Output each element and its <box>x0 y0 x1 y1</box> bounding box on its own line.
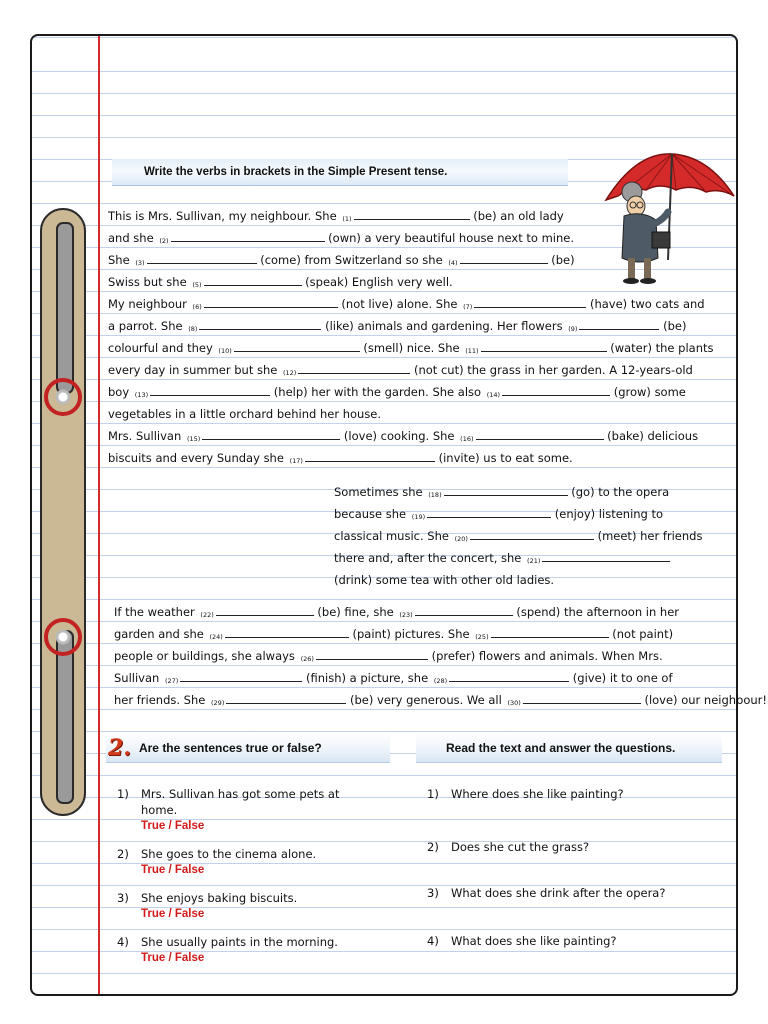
binder-ring-icon <box>44 618 82 656</box>
story-text: (drink) some tea with other old ladies. <box>334 573 555 587</box>
story-text: garden and she <box>114 627 208 641</box>
story-text: (finish) a picture, she <box>302 671 432 685</box>
blank-number: (5) <box>192 281 202 289</box>
questions-header <box>416 733 722 763</box>
blank-number: (26) <box>300 655 314 663</box>
story-text: Mrs. Sullivan <box>108 429 185 443</box>
story-text: her friends. She <box>114 693 210 707</box>
story-text: (be) <box>547 253 575 267</box>
blank-number: (25) <box>475 633 489 641</box>
blank-number: (1) <box>342 215 352 223</box>
story-line <box>108 403 708 425</box>
tf-item-number: 2) <box>117 847 129 861</box>
answer-blank[interactable] <box>225 625 349 638</box>
answer-blank[interactable] <box>427 505 551 518</box>
question-number: 4) <box>427 934 439 948</box>
story-text: (not cut) the grass in her garden. A 12-years-old <box>410 363 693 377</box>
true-false-option[interactable]: True / False <box>141 908 205 920</box>
tf-item-number: 1) <box>117 787 129 801</box>
blank-number: (6) <box>192 303 202 311</box>
question-text: Does she cut the grass? <box>451 840 590 854</box>
question-text: What does she drink after the opera? <box>451 886 666 900</box>
binder-rod-bottom <box>56 630 74 804</box>
answer-blank[interactable] <box>216 603 314 616</box>
story-text: My neighbour <box>108 297 191 311</box>
story-line <box>334 569 708 591</box>
story-line <box>108 447 708 472</box>
questions-title: Read the text and answer the questions. <box>446 740 676 755</box>
question-number: 1) <box>427 787 439 801</box>
story-text: She <box>108 253 134 267</box>
blank-number: (3) <box>135 259 145 267</box>
blank-number: (12) <box>283 369 297 377</box>
story-text: (like) animals and gardening. Her flowers <box>321 319 567 333</box>
story-text: (water) the plants <box>606 341 714 355</box>
story-text: (spend) the afternoon in her <box>512 605 680 619</box>
tf-item-number: 3) <box>117 891 129 905</box>
exercise-title <box>112 159 568 186</box>
answer-blank[interactable] <box>415 603 513 616</box>
story-text: (bake) delicious <box>603 429 699 443</box>
answer-blank[interactable] <box>305 449 435 462</box>
binder-rod-top <box>56 222 74 394</box>
true-false-header <box>106 733 390 763</box>
blank-number: (7) <box>463 303 473 311</box>
blank-number: (17) <box>289 457 303 465</box>
binder-strip <box>40 208 86 816</box>
story-text: (invite) us to eat some. <box>434 451 573 465</box>
story-text: Sometimes she <box>334 485 427 499</box>
blank-number: (15) <box>186 435 201 443</box>
blank-number: (18) <box>428 491 442 499</box>
blank-number: (13) <box>134 391 149 399</box>
true-false-option[interactable]: True / False <box>141 952 205 964</box>
tf-item-text: She goes to the cinema alone. <box>141 847 317 861</box>
answer-blank[interactable] <box>474 295 586 308</box>
blank-number: (16) <box>460 435 474 443</box>
story-text: This is Mrs. Sullivan, my neighbour. She <box>108 209 341 223</box>
answer-blank[interactable] <box>226 691 346 704</box>
answer-blank[interactable] <box>199 317 321 330</box>
question-text: Where does she like painting? <box>451 787 624 801</box>
blank-number: (8) <box>188 325 198 333</box>
story-text: (be) fine, she <box>313 605 398 619</box>
section-number: 2. <box>108 734 131 761</box>
true-false-option[interactable]: True / False <box>141 820 205 832</box>
story-text: biscuits and every Sunday she <box>108 451 288 465</box>
story-text: (smell) nice. She <box>359 341 464 355</box>
story-text: (come) from Switzerland so she <box>256 253 447 267</box>
answer-blank[interactable] <box>542 549 670 562</box>
answer-blank[interactable] <box>204 273 302 286</box>
answer-blank[interactable] <box>449 669 569 682</box>
tf-item-number: 4) <box>117 935 129 949</box>
question-number: 3) <box>427 886 439 900</box>
story-text: (not live) alone. She <box>337 297 462 311</box>
story-text: Swiss but she <box>108 275 191 289</box>
answer-blank[interactable] <box>481 339 607 352</box>
story-text: boy <box>108 385 133 399</box>
story-text: classical music. She <box>334 529 453 543</box>
story-text: If the weather <box>114 605 199 619</box>
answer-blank[interactable] <box>202 427 340 440</box>
blank-number: (28) <box>433 677 448 685</box>
story-text: there and, after the concert, she <box>334 551 526 565</box>
blank-number: (22) <box>200 611 214 619</box>
blank-number: (19) <box>411 513 426 521</box>
tf-item-text: She usually paints in the morning. <box>141 935 338 949</box>
story-text: (own) a very beautiful house next to mine. <box>324 231 575 245</box>
story-text: (enjoy) listening to <box>551 507 664 521</box>
story-text: (meet) her friends <box>593 529 703 543</box>
blank-number: (14) <box>486 391 501 399</box>
blank-number: (10) <box>218 347 232 355</box>
story-text: every day in summer but she <box>108 363 281 377</box>
blank-number: (4) <box>448 259 458 267</box>
story-text: (prefer) flowers and animals. When Mrs. <box>427 649 663 663</box>
answer-blank[interactable] <box>147 251 257 264</box>
exercise-title-text: Write the verbs in brackets in the Simple Present tense. <box>144 166 448 178</box>
story-text: (paint) pictures. She <box>348 627 474 641</box>
story-text: (have) two cats and <box>586 297 705 311</box>
blank-number: (30) <box>507 699 521 707</box>
answer-blank[interactable] <box>491 625 609 638</box>
story-text: (be) <box>659 319 687 333</box>
blank-number: (23) <box>399 611 413 619</box>
answer-blank[interactable] <box>298 361 410 374</box>
margin-line <box>98 36 100 994</box>
story-text: (give) it to one of <box>569 671 673 685</box>
binder-ring-icon <box>44 378 82 416</box>
story-text: (love) our neighbour! <box>640 693 768 707</box>
blank-number: (29) <box>211 699 225 707</box>
answer-blank[interactable] <box>150 383 270 396</box>
answer-blank[interactable] <box>470 527 594 540</box>
answer-blank[interactable] <box>234 339 360 352</box>
story-text: Sullivan <box>114 671 163 685</box>
answer-blank[interactable] <box>180 669 302 682</box>
answer-blank[interactable] <box>204 295 338 308</box>
tf-item-text: She enjoys baking biscuits. <box>141 891 298 905</box>
story-text: vegetables in a little orchard behind her house. <box>108 407 382 421</box>
story-text: (be) an old lady <box>469 209 564 223</box>
answer-blank[interactable] <box>460 251 548 264</box>
story-text: (go) to the opera <box>567 485 670 499</box>
story-text: (love) cooking. She <box>340 429 459 443</box>
story-text: (help) her with the garden. She also <box>270 385 485 399</box>
true-false-option[interactable]: True / False <box>141 864 205 876</box>
question-number: 2) <box>427 840 439 854</box>
blank-number: (27) <box>164 677 179 685</box>
story-text: a parrot. She <box>108 319 187 333</box>
answer-blank[interactable] <box>476 427 604 440</box>
story-text: and she <box>108 231 158 245</box>
answer-blank[interactable] <box>523 691 641 704</box>
story-text: (grow) some <box>610 385 686 399</box>
answer-blank[interactable] <box>579 317 659 330</box>
story-text: (not paint) <box>608 627 674 641</box>
blank-number: (21) <box>527 557 541 565</box>
blank-number: (2) <box>159 237 169 245</box>
answer-blank[interactable] <box>444 483 568 496</box>
true-false-title: Are the sentences true or false? <box>138 740 322 755</box>
story-text: colourful and they <box>108 341 217 355</box>
blank-number: (11) <box>465 347 479 355</box>
answer-blank[interactable] <box>171 229 325 242</box>
answer-blank[interactable] <box>354 207 470 220</box>
question-text: What does she like painting? <box>451 934 617 948</box>
story-text: (speak) English very well. <box>301 275 453 289</box>
tf-item-text: Mrs. Sullivan has got some pets at home. <box>141 787 340 817</box>
blank-number: (20) <box>454 535 468 543</box>
story-text: people or buildings, she always <box>114 649 299 663</box>
story-line <box>114 689 768 714</box>
answer-blank[interactable] <box>316 647 428 660</box>
answer-blank[interactable] <box>502 383 610 396</box>
blank-number: (9) <box>568 325 578 333</box>
story-text: (be) very generous. We all <box>346 693 506 707</box>
blank-number: (24) <box>209 633 223 641</box>
story-text: because she <box>334 507 410 521</box>
